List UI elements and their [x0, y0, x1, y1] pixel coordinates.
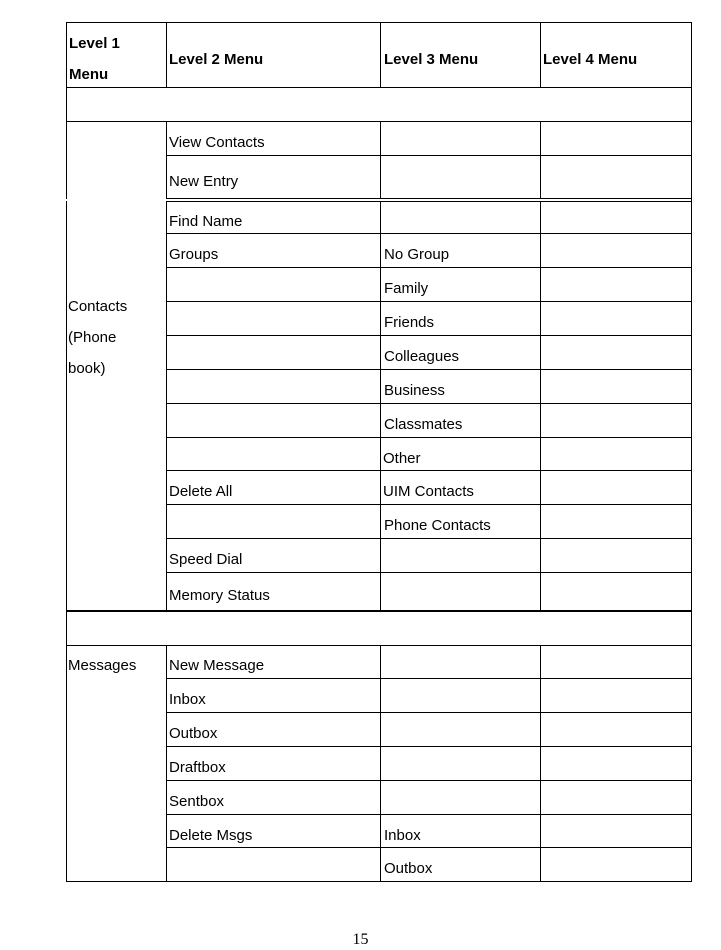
- menu-item-level2: Speed Dial: [169, 551, 243, 568]
- section-contacts-label: book): [68, 360, 106, 377]
- rule: [166, 369, 692, 370]
- rule: [166, 746, 692, 747]
- rule-col: [540, 201, 541, 612]
- rule-right: [691, 22, 692, 882]
- menu-item-level2: Sentbox: [169, 793, 225, 810]
- rule: [166, 712, 692, 713]
- rule: [166, 678, 692, 679]
- rule-left: [66, 22, 67, 88]
- menu-item-level3: No Group: [384, 246, 450, 263]
- rule: [166, 267, 692, 268]
- header-level3: Level 3 Menu: [384, 51, 479, 68]
- rule-col: [166, 645, 167, 882]
- section-contacts-label: (Phone: [68, 329, 117, 346]
- rule: [166, 470, 692, 471]
- menu-item-level2: New Message: [169, 657, 265, 674]
- menu-item-level3: Family: [384, 280, 429, 297]
- rule: [166, 198, 692, 199]
- rule-col: [540, 22, 541, 88]
- rule: [166, 572, 692, 573]
- rule: [166, 814, 692, 815]
- rule-bottom: [66, 881, 692, 882]
- menu-item-level3: Phone Contacts: [384, 517, 491, 534]
- header-level1: Menu: [69, 66, 109, 83]
- menu-item-level3: Classmates: [384, 416, 463, 433]
- menu-item-level2: Inbox: [169, 691, 206, 708]
- menu-item-level2: Find Name: [169, 213, 243, 230]
- rule-col: [380, 121, 381, 199]
- rule-col: [540, 121, 541, 199]
- menu-item-level2: Delete Msgs: [169, 827, 253, 844]
- rule-col: [380, 201, 381, 612]
- rule: [166, 301, 692, 302]
- rule-spacer2-bottom: [66, 645, 692, 646]
- rule-left: [66, 87, 67, 122]
- rule: [166, 538, 692, 539]
- rule: [166, 403, 692, 404]
- rule: [166, 155, 692, 156]
- rule-col: [380, 645, 381, 882]
- rule: [166, 335, 692, 336]
- header-level2: Level 2 Menu: [169, 51, 264, 68]
- header-level1: Level 1: [69, 35, 120, 52]
- rule-section-end: [66, 610, 692, 612]
- menu-item-level2: Outbox: [169, 725, 218, 742]
- rule: [166, 504, 692, 505]
- menu-item-level2: View Contacts: [169, 134, 265, 151]
- menu-item-level2: Memory Status: [169, 587, 270, 604]
- rule: [166, 437, 692, 438]
- menu-item-level2: Groups: [169, 246, 219, 263]
- menu-item-level3: Other: [383, 450, 421, 467]
- rule: [166, 780, 692, 781]
- menu-item-level3: Outbox: [384, 860, 433, 877]
- menu-item-level2: New Entry: [169, 173, 239, 190]
- rule-left: [66, 121, 67, 199]
- rule-col: [166, 201, 167, 612]
- rule-col: [380, 22, 381, 88]
- section-messages-label: Messages: [68, 657, 137, 674]
- rule: [166, 233, 692, 234]
- menu-item-level3: Inbox: [384, 827, 421, 844]
- section-contacts-label: Contacts: [68, 298, 128, 315]
- rule-left: [66, 610, 67, 882]
- rule-header-bottom: [66, 87, 692, 88]
- rule-top: [66, 22, 692, 23]
- rule-spacer-bottom: [66, 121, 692, 122]
- menu-item-level2: Draftbox: [169, 759, 226, 776]
- header-level4: Level 4 Menu: [543, 51, 638, 68]
- menu-item-level2: Delete All: [169, 483, 233, 500]
- rule: [166, 847, 692, 848]
- rule-col: [540, 645, 541, 882]
- rule-col: [166, 22, 167, 88]
- menu-item-level3: Colleagues: [384, 348, 460, 365]
- menu-item-level3: UIM Contacts: [383, 483, 474, 500]
- page-number: 15: [352, 931, 369, 948]
- rule-col: [166, 121, 167, 199]
- menu-item-level3: Business: [384, 382, 445, 399]
- rule-left: [66, 201, 67, 612]
- menu-item-level3: Friends: [384, 314, 435, 331]
- rule: [166, 201, 692, 202]
